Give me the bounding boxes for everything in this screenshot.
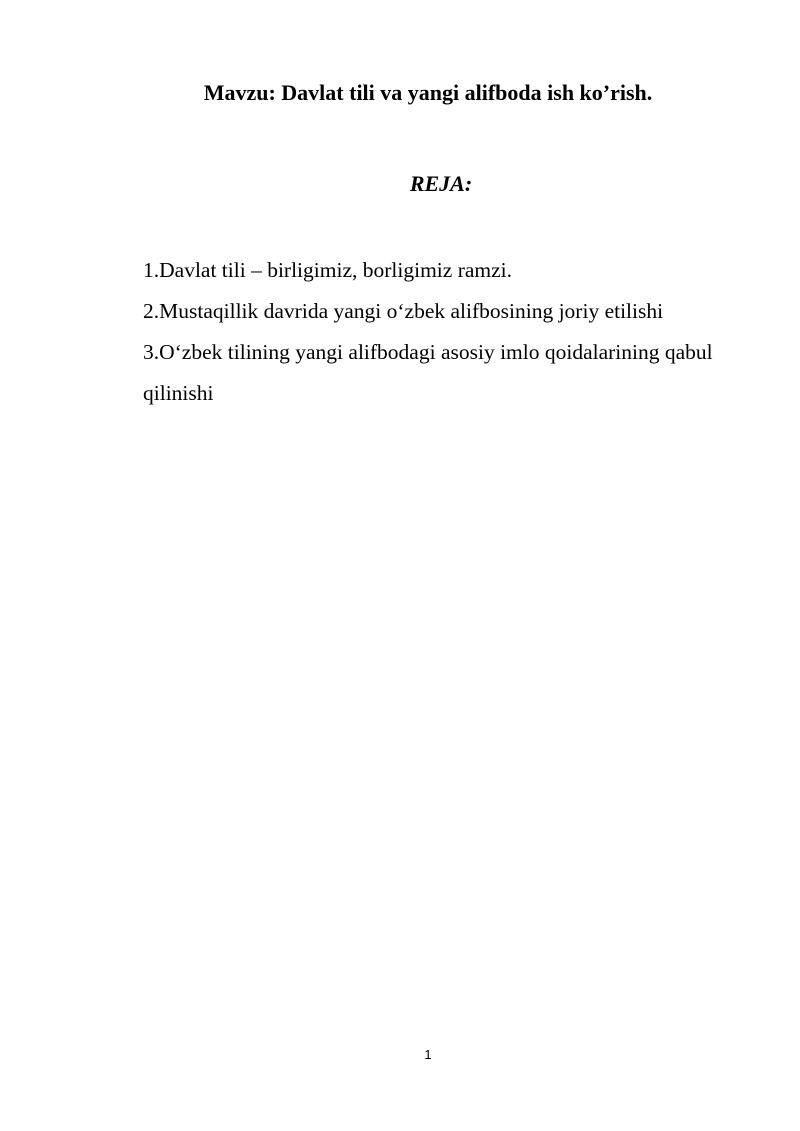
plan-item-3: 3.O‘zbek tilining yangi alifbodagi asosiy imlo qoidalarining qabul qilinishi bbox=[143, 340, 713, 405]
document-title: Mavzu: Davlat tili va yangi alifboda ish ko’rish. bbox=[203, 80, 653, 105]
page-number: 1 bbox=[424, 1047, 432, 1062]
plan-list bbox=[143, 250, 753, 414]
plan-item-1: 1.Davlat tili – birligimiz, borligimiz ramzi. bbox=[143, 258, 513, 282]
plan-heading: REJA: bbox=[409, 171, 473, 196]
plan-item-2: 2.Mustaqillik davrida yangi o‘zbek alifbosining joriy etilishi bbox=[143, 299, 664, 323]
